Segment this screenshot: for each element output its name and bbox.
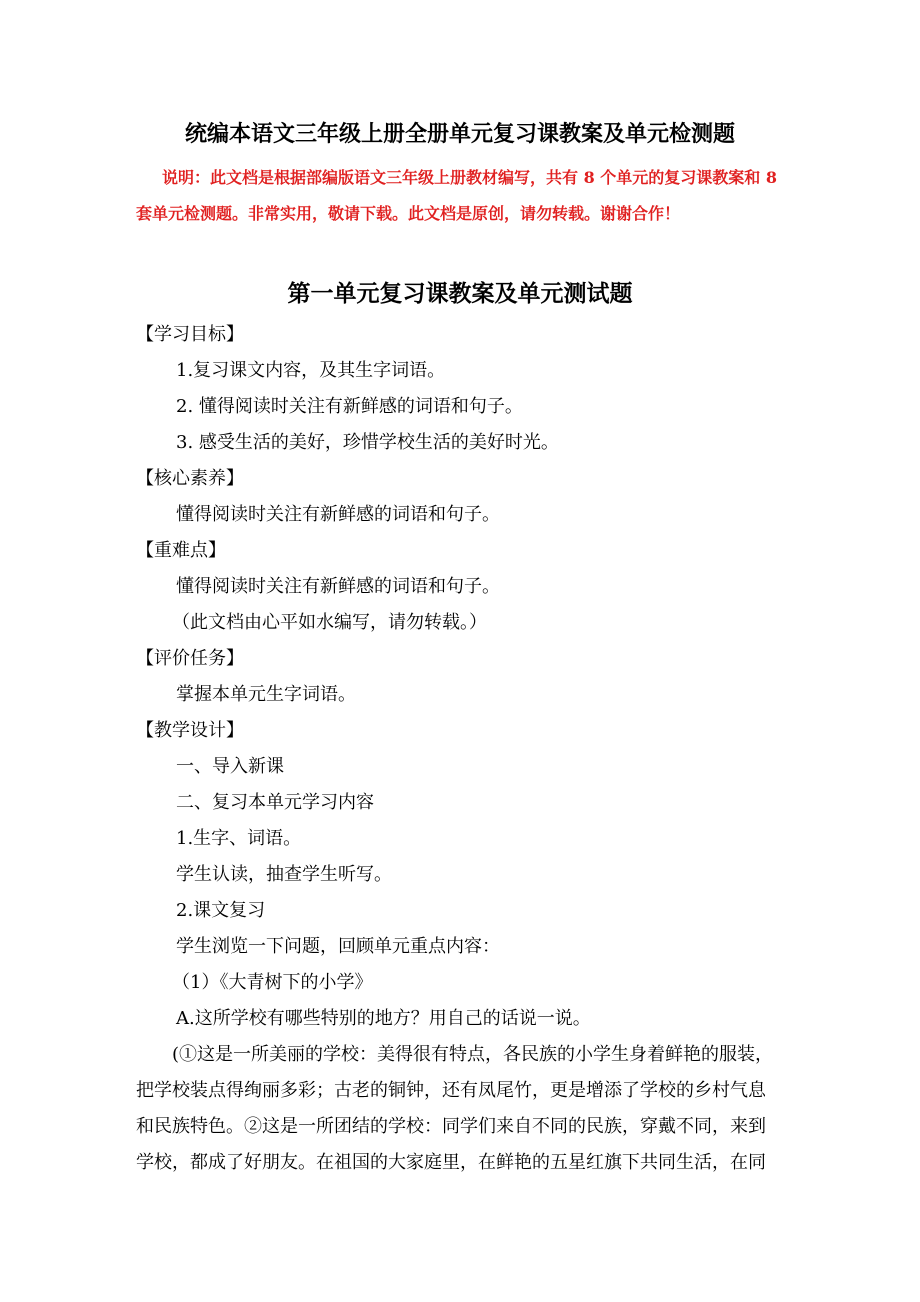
design-step: 学生浏览一下问题，回顾单元重点内容： [176,936,500,957]
goal-item: 3. 感受生活的美好，珍惜学校生活的美好时光。 [176,432,559,453]
key-text: 懂得阅读时关注有新鲜感的词语和句子。 [176,576,500,597]
design-step: 学生认读，抽查学生听写。 [176,864,392,885]
goal-item: 1.复习课文内容，及其生字词语。 [176,360,446,381]
key-heading: 【重难点】 [136,540,226,561]
core-heading: 【核心素养】 [136,468,244,489]
answer-line: 学校，都成了好朋友。在祖国的大家庭里，在鲜艳的五星红旗下共同生活，在同 [136,1152,766,1173]
question-a: A.这所学校有哪些特别的地方？用自己的话说一说。 [176,1008,591,1029]
core-text: 懂得阅读时关注有新鲜感的词语和句子。 [176,504,500,525]
document-note-line-2: 套单元检测题。非常实用，敬请下载。此文档是原创，请勿转载。谢谢合作！ [136,204,681,223]
goals-heading: 【学习目标】 [136,324,244,345]
design-heading: 【教学设计】 [136,720,244,741]
unit-title: 第一单元复习课教案及单元测试题 [287,280,633,307]
document-title: 统编本语文三年级上册全册单元复习课教案及单元检测题 [184,121,735,147]
goal-item: 2. 懂得阅读时关注有新鲜感的词语和句子。 [176,396,523,417]
document-note-line-1: 说明：此文档是根据部编版语文三年级上册教材编写，共有 8 个单元的复习课教案和 8 [162,168,777,187]
answer-line: 把学校装点得绚丽多彩；古老的铜钟，还有凤尾竹，更是增添了学校的乡村气息 [136,1080,766,1101]
design-step: 1.生字、词语。 [176,828,302,849]
key-note: （此文档由心平如水编写，请勿转载。） [172,612,487,633]
eval-heading: 【评价任务】 [136,648,244,669]
answer-line: (①这是一所美丽的学校：美得很有特点，各民族的小学生身着鲜艳的服装， [172,1044,774,1065]
design-step: 一、导入新课 [176,756,284,777]
eval-text: 掌握本单元生字词语。 [176,684,356,705]
design-step: 2.课文复习 [176,900,266,921]
lesson-title: （1）《大青树下的小学》 [172,972,373,993]
design-step: 二、复习本单元学习内容 [176,792,374,813]
answer-line: 和民族特色。②这是一所团结的学校：同学们来自不同的民族，穿戴不同，来到 [136,1116,766,1137]
